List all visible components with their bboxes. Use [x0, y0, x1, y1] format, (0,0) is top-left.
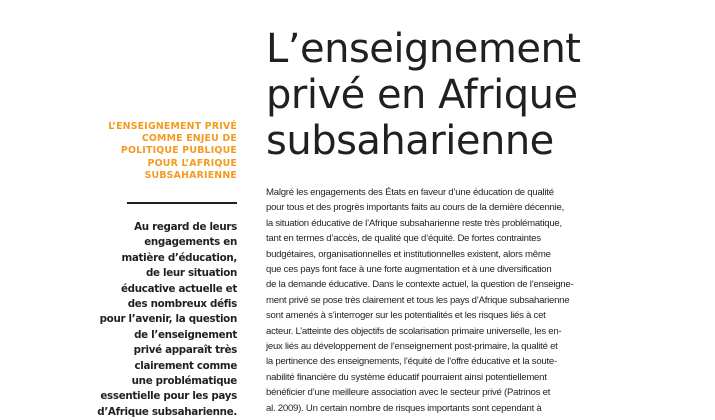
pull-quote-line: éducative actuelle et	[121, 282, 237, 295]
kicker-line: SUBSAHARIENNE	[144, 169, 237, 181]
pull-quote-line: essentielle pour les pays	[100, 390, 237, 403]
pull-quote-line: pour l’avenir, la question	[99, 313, 237, 326]
pull-quote-line: une problématique	[131, 375, 237, 388]
body-line: la pertinence des enseignements, l’équité de l’offre éducative et la soute-	[266, 356, 557, 368]
section-kicker	[67, 121, 237, 182]
pull-quote-line: privé apparaît très	[133, 344, 237, 357]
article-title	[266, 26, 686, 164]
body-line: Malgré les engagements des États en faveur d’une éducation de qualité	[266, 187, 554, 198]
kicker-line: POUR L’AFRIQUE	[147, 157, 237, 169]
body-line: que ces pays font face à une forte augmentation et à une diversification	[266, 264, 552, 276]
pull-quote-line: d’Afrique subsaharienne.	[97, 405, 237, 418]
pull-quote-line: matière d’éducation,	[121, 251, 237, 264]
body-line: budgétaires, organisationnelles et institutionnelles existent, alors même	[266, 248, 551, 260]
title-line: subsaharienne	[266, 118, 554, 164]
pull-quote-line: engagements en	[144, 236, 237, 249]
body-line: bénéficier d’une meilleure association avec le secteur privé (Patrinos et	[266, 387, 551, 399]
title-line: L’enseignement	[266, 26, 581, 72]
body-line: ment privé se pose très clairement et tous les pays d’Afrique subsaharienne	[266, 294, 570, 306]
body-line: acteur. L’atteinte des objectifs de scolarisation primaire universelle, les en-	[266, 325, 562, 337]
body-line: al. 2009). Un certain nombre de risques importants sont cependant à	[266, 402, 542, 414]
pull-quote-line: Au regard de leurs	[134, 221, 237, 233]
body-line: sont amenés à s’interroger sur les potentialités et les risques liés à cet	[266, 310, 546, 322]
body-line: tant en termes d’accès, de qualité que d’équité. De fortes contraintes	[266, 233, 541, 245]
pull-quote-line: des nombreux défis	[127, 298, 237, 311]
pull-quote-line: de leur situation	[145, 267, 237, 280]
kicker-line: L’ENSEIGNEMENT PRIVÉ	[108, 121, 237, 132]
kicker-line: COMME ENJEU DE	[141, 133, 237, 145]
title-line: privé en Afrique	[266, 72, 578, 118]
pull-quote	[67, 220, 237, 420]
body-line: la situation éducative de l’Afrique subsaharienne reste très problématique,	[266, 217, 562, 229]
body-paragraph	[266, 185, 586, 416]
divider-rule	[127, 202, 237, 204]
body-line: pour tous et des progrès importants faits au cours de la dernière décennie,	[266, 202, 565, 214]
pull-quote-line: de l’enseignement	[134, 328, 237, 341]
kicker-line: POLITIQUE PUBLIQUE	[120, 145, 237, 157]
body-line: nabilité financière du système éducatif pourraient ainsi potentiellement	[266, 371, 547, 383]
body-line: jeux liés au développement de l’enseignement post-primaire, la qualité et	[266, 341, 558, 353]
pull-quote-line: clairement comme	[134, 359, 237, 372]
body-line: de la demande éducative. Dans le contexte actuel, la question de l’enseigne-	[266, 279, 574, 291]
